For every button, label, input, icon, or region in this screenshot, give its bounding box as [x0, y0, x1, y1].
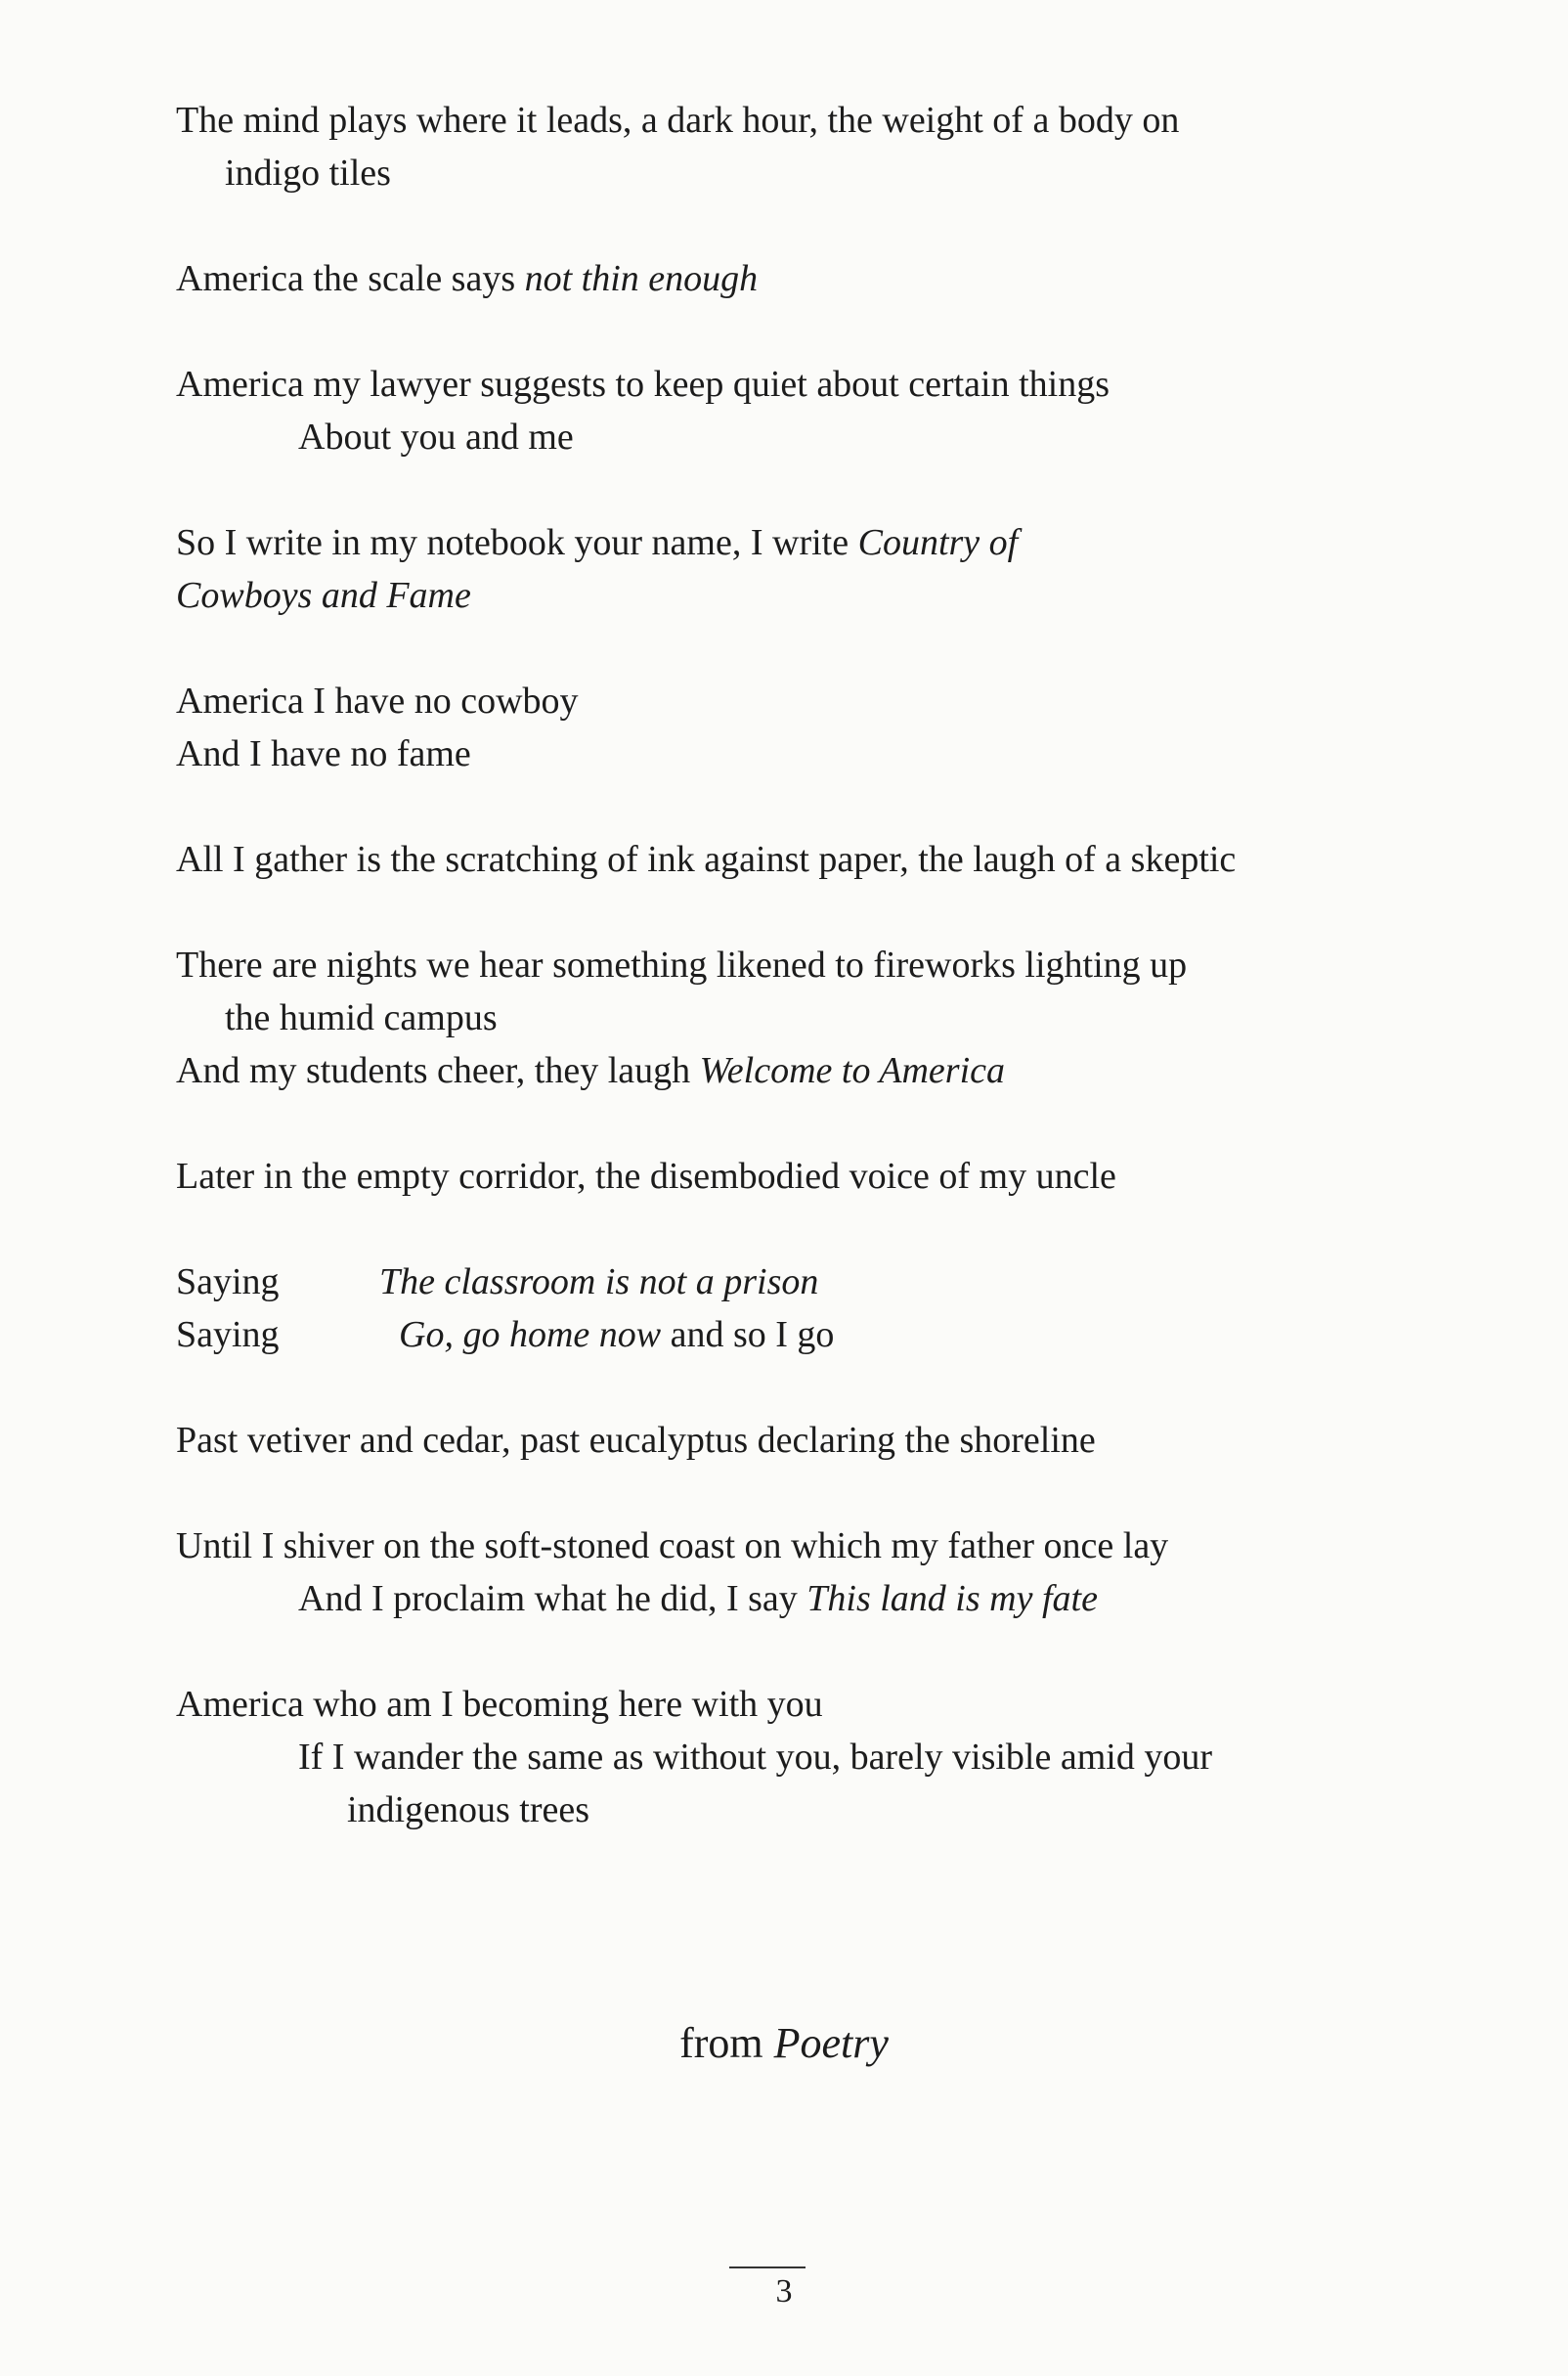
poem-line: indigenous trees: [347, 1789, 590, 1830]
poem-line: There are nights we hear something likened to fireworks lighting up: [176, 945, 1188, 986]
poem-line: indigo tiles: [225, 153, 391, 194]
stanza-5: [176, 675, 1408, 780]
italic-phrase: not thin enough: [524, 258, 759, 299]
poem-line: The mind plays where it leads, a dark hour, the weight of a body on: [176, 100, 1180, 141]
stanza-3: [176, 358, 1408, 463]
italic-phrase: The classroom is not a prison: [379, 1261, 819, 1302]
poem-line: About you and me: [298, 417, 574, 458]
stanza-4: [176, 516, 1408, 622]
poem-line: If I wander the same as without you, barely visible amid your: [298, 1737, 1212, 1778]
stanza-11: [176, 1519, 1408, 1625]
poem-line: And I have no fame: [176, 733, 471, 774]
italic-phrase: Country of: [857, 522, 1019, 563]
stanza-6: [176, 833, 1408, 886]
poem-line: America I have no cowboy: [176, 681, 579, 722]
italic-phrase: Cowboys and Fame: [176, 575, 471, 616]
line-text: America the scale says: [176, 258, 525, 299]
poem-line: Past vetiver and cedar, past eucalyptus declaring the shoreline: [176, 1420, 1096, 1461]
stanza-7: [176, 939, 1408, 1097]
stanza-1: [176, 94, 1408, 199]
poem-line: [176, 516, 1408, 569]
line-text: So I write in my notebook your name, I write: [176, 522, 858, 563]
poem-line: Until I shiver on the soft-stoned coast on which my father once lay: [176, 1525, 1169, 1566]
stanza-10: [176, 1414, 1408, 1467]
stanza-8: [176, 1150, 1408, 1203]
stanza-12: [176, 1678, 1408, 1836]
line-text: And my students cheer, they laugh: [176, 1050, 700, 1091]
source-publication: Poetry: [773, 2019, 889, 2067]
poem-line: [176, 1308, 1408, 1361]
line-text: And I proclaim what he did, I say: [298, 1578, 807, 1619]
saying-label: Saying: [176, 1314, 280, 1355]
source-prefix: from: [679, 2019, 774, 2067]
poem-line: [176, 1572, 1408, 1625]
poem-line: Later in the empty corridor, the disembodied voice of my uncle: [176, 1156, 1116, 1197]
poem-line: All I gather is the scratching of ink against paper, the laugh of a skeptic: [176, 839, 1237, 880]
poem-line: America who am I becoming here with you: [176, 1684, 823, 1725]
saying-label: Saying: [176, 1261, 280, 1302]
poem-line: the humid campus: [225, 997, 498, 1038]
italic-phrase: This land is my fate: [806, 1578, 1098, 1619]
stanza-9: [176, 1255, 1408, 1361]
poem-line: [176, 569, 1408, 622]
line-text: and so I go: [661, 1314, 835, 1355]
poem-body: [176, 94, 1408, 1889]
poem-line: America my lawyer suggests to keep quiet about certain things: [176, 364, 1111, 405]
italic-phrase: Welcome to America: [699, 1050, 1006, 1091]
page-number-rule: [729, 2266, 806, 2268]
italic-phrase: Go, go home now: [399, 1314, 662, 1355]
page-number: 3: [775, 2273, 793, 2310]
poem-line: [176, 1044, 1408, 1097]
poem-line: [176, 252, 1408, 305]
source-attribution: [0, 2014, 1568, 2073]
stanza-2: [176, 252, 1408, 305]
poem-line: [176, 1255, 1408, 1308]
